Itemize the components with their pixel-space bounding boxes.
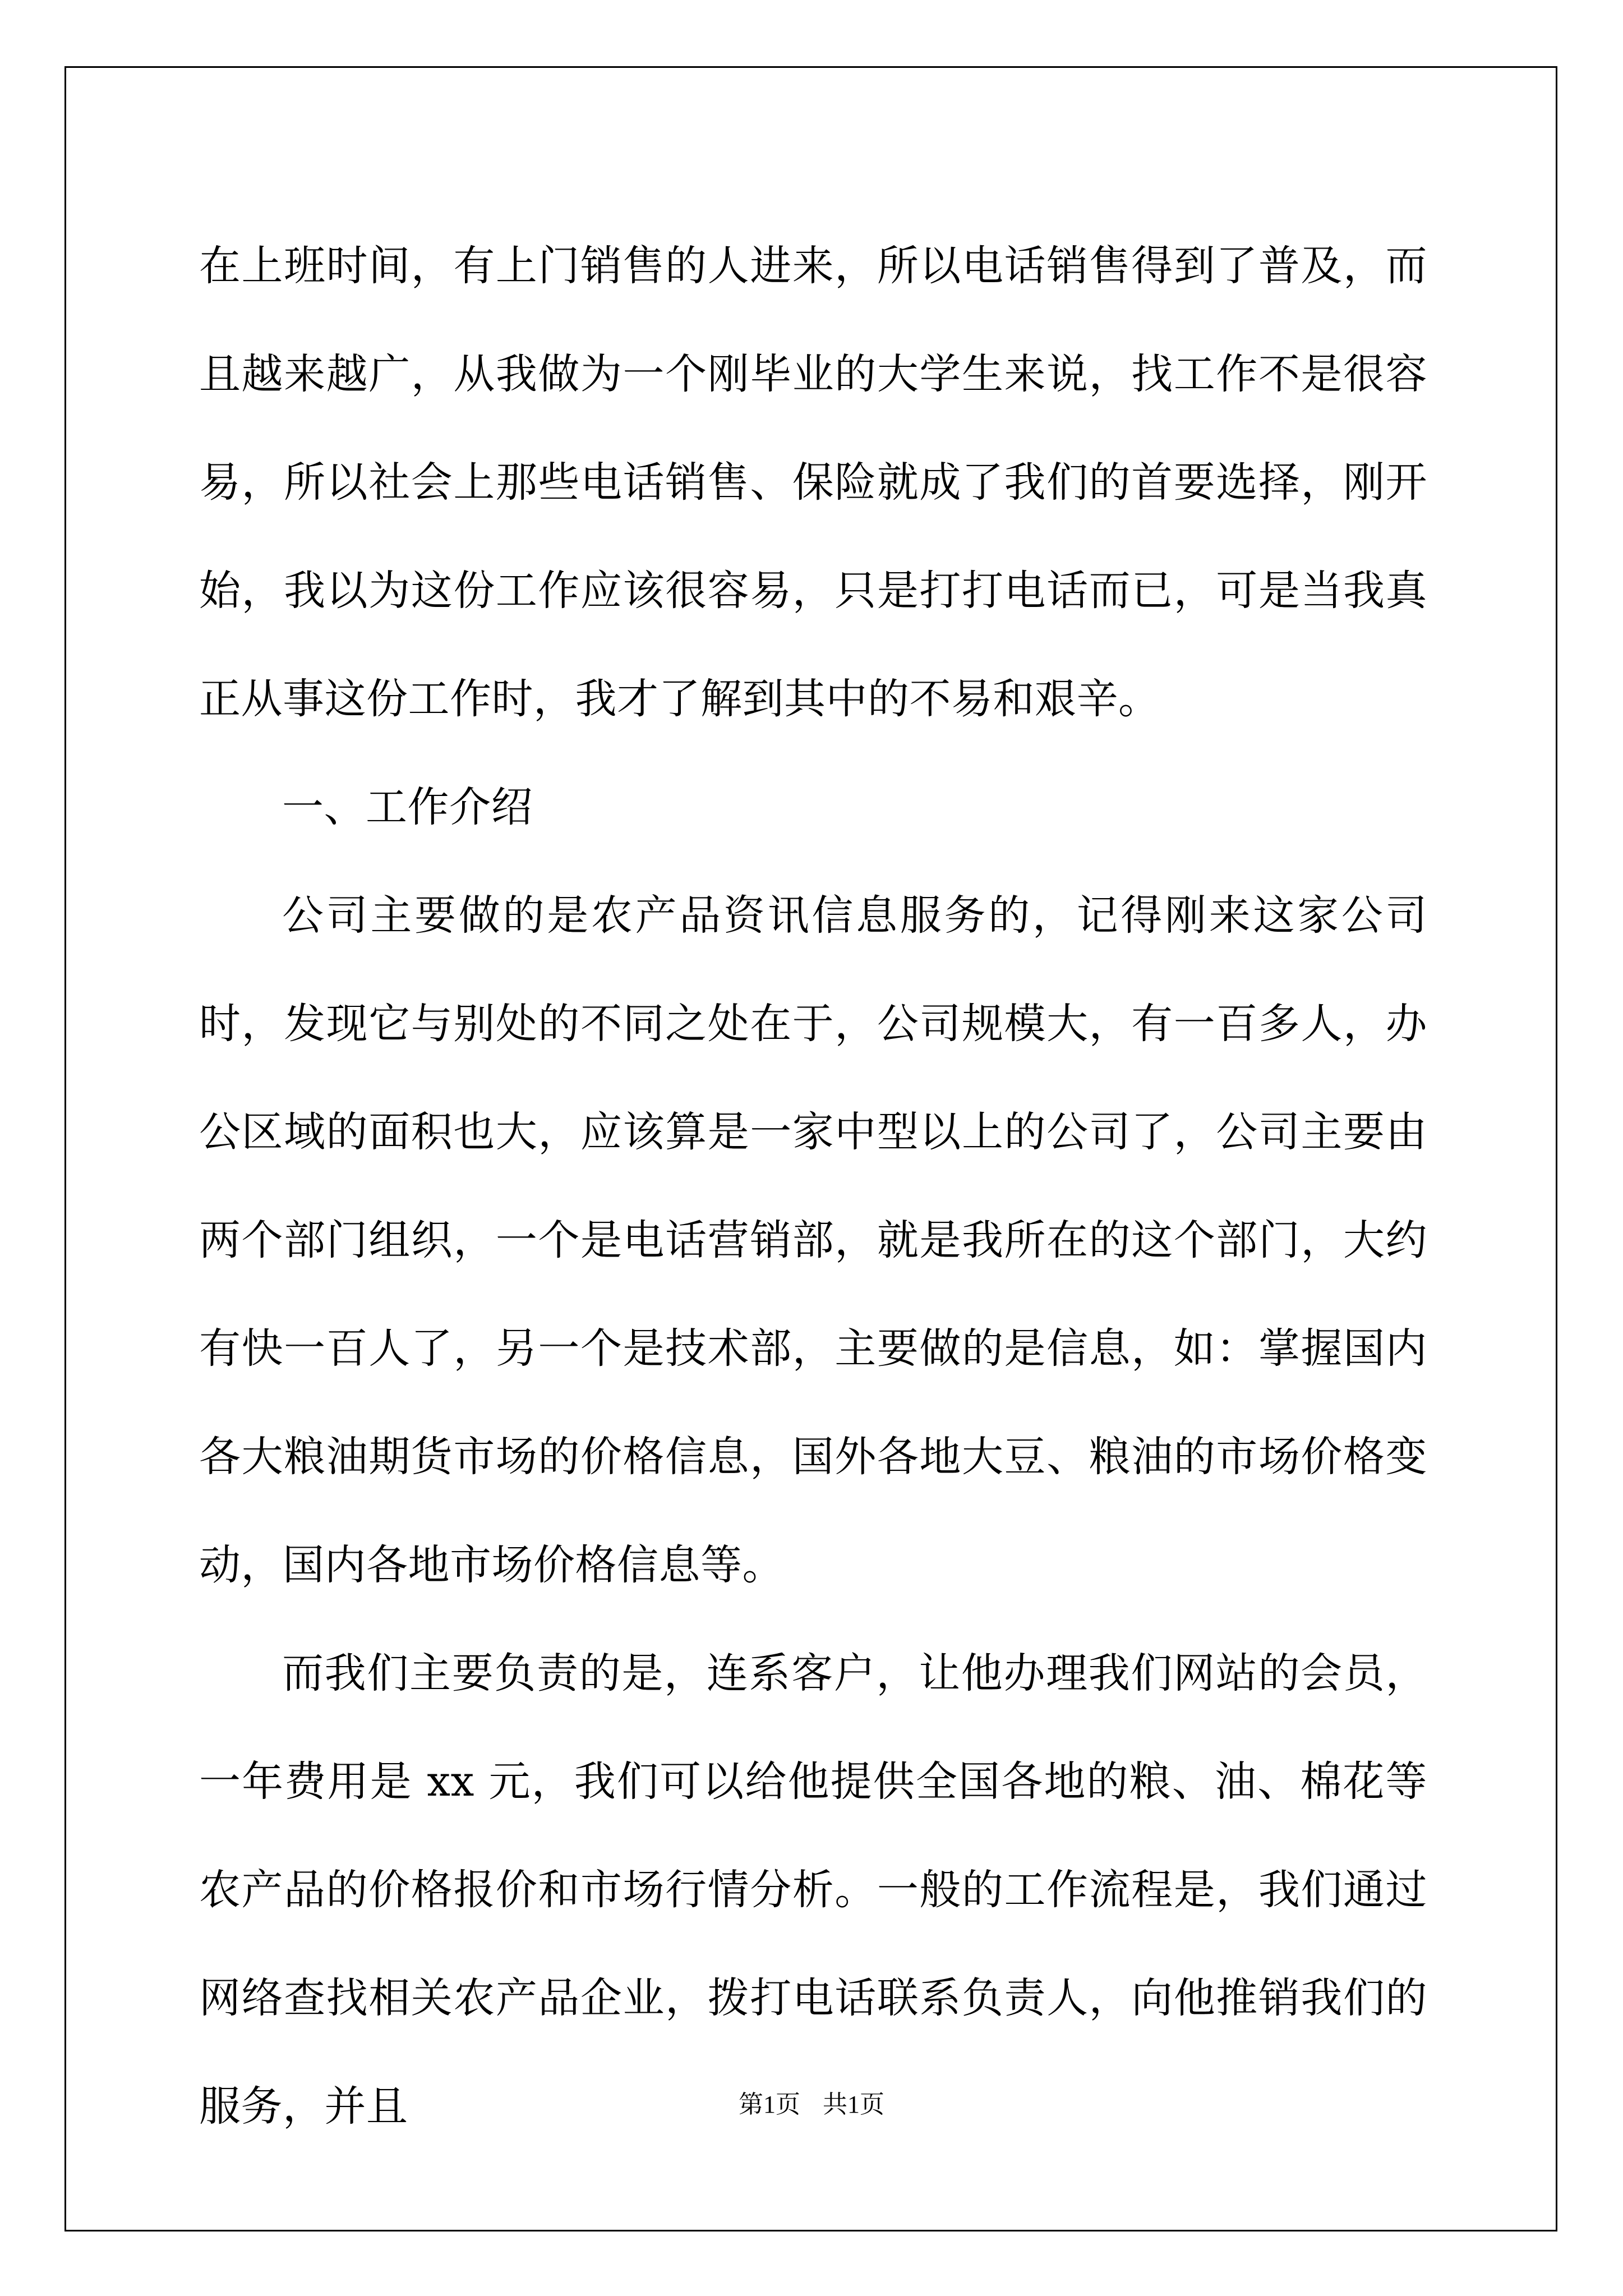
paragraph-duties: 而我们主要负责的是，连系客户，让他办理我们网站的会员，一年费用是 xx 元，我们可以给他提供全国各地的粮、油、棉花等农产品的价格报价和市场行情分析。一般的工作流程是，我们通过网络查找相关农产品企业，拨打电话联系负责人，向他推销我们的服务，并且 <box>199 1649 1427 2131</box>
page-number-total: 共1页 <box>823 2091 884 2118</box>
paragraph-company: 公司主要做的是农产品资讯信息服务的，记得刚来这家公司时，发现它与别处的不同之处在于，公司规模大，有一百多人，办公区域的面积也大，应该算是一家中型以上的公司了，公司主要由两个部门组织，一个是电话营销部，就是我所在的这个部门，大约有快一百人了，另一个是技术部，主要做的是信息，如：掌握国内各大粮油期货市场的价格信息，国外各地大豆、粮油的市场价格变动，国内各地市场价格信息等。 <box>199 891 1427 1589</box>
page-footer <box>0 2088 1623 2122</box>
document-body <box>199 212 1427 2161</box>
page-number-current: 第1页 <box>739 2091 800 2118</box>
section-heading: 一、工作介绍 <box>282 783 533 831</box>
paragraph-intro: 在上班时间，有上门销售的人进来，所以电话销售得到了普及，而且越来越广，从我做为一个刚毕业的大学生来说，找工作不是很容易，所以社会上那些电话销售、保险就成了我们的首要选择，刚开始，我以为这份工作应该很容易，只是打打电话而已，可是当我真正从事这份工作时，我才了解到其中的不易和艰辛。 <box>199 242 1427 723</box>
